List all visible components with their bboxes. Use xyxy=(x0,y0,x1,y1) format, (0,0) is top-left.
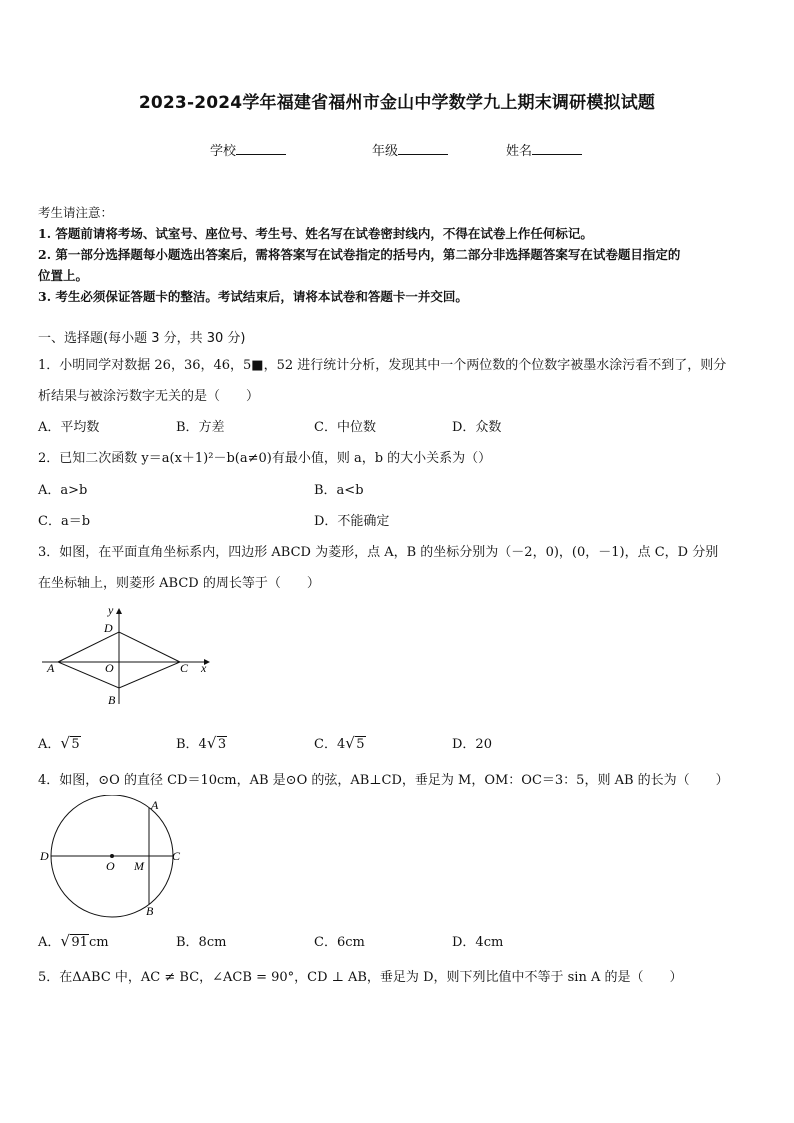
label-y: y xyxy=(108,603,114,617)
q2-option-c: C．a＝b xyxy=(38,514,91,529)
q3-stem: 3．如图，在平面直角坐标系内，四边形 ABCD 为菱形，点 A，B 的坐标分别为（－2，0)，(0，－1)，点 C，D 分别 xyxy=(38,545,719,560)
q3-option-b: B．4 √ 3 xyxy=(176,734,227,752)
school-blank xyxy=(236,142,286,155)
q3-rhombus-figure xyxy=(38,600,218,712)
name-label: 姓名 xyxy=(506,144,533,159)
q3-option-a: A． √ 5 xyxy=(38,734,80,752)
y-axis-arrow xyxy=(116,608,122,614)
q5-stem: 5．在ΔABC 中，AC ≠ BC，∠ACB = 90°，CD ⊥ AB，垂足为 D，则下列比值中不等于 sin A 的是（ ） xyxy=(38,970,683,985)
grade-field xyxy=(372,140,448,159)
q2-option-b: B．a<b xyxy=(314,483,364,498)
label-c: C xyxy=(172,849,181,863)
q2-option-d: D．不能确定 xyxy=(314,514,390,529)
sqrt-symbol: √ 5 xyxy=(345,734,365,752)
sqrt-symbol: √ 5 xyxy=(60,734,80,752)
q3-stem-cont: 在坐标轴上，则菱形 ABCD 的周长等于（ ） xyxy=(38,576,320,591)
q4-circle-figure xyxy=(38,795,198,919)
label-x: x xyxy=(201,661,207,675)
label-o: O xyxy=(105,661,114,675)
sqrt-symbol: √ 3 xyxy=(206,734,227,752)
q3-option-d: D．20 xyxy=(452,737,492,752)
q4-option-c: C．6cm xyxy=(314,935,365,950)
notice-item-3: 3. 考生必须保证答题卡的整洁。考试结束后，请将本试卷和答题卡一并交回。 xyxy=(38,289,468,304)
label-b: B xyxy=(146,904,154,918)
school-field xyxy=(210,140,286,159)
label-d: D xyxy=(104,621,113,635)
label-d: D xyxy=(40,849,49,863)
name-blank xyxy=(532,142,582,155)
q1-stem: 1．小明同学对数据 26，36，46，5■，52 进行统计分析，发现其中一个两位数的个位数字被墨水涂污看不到了，则分 xyxy=(38,358,727,373)
page-title: 2023-2024学年福建省福州市金山中学数学九上期末调研模拟试题 xyxy=(138,93,656,113)
center-dot xyxy=(110,854,114,858)
section-heading: 一、选择题(每小题 3 分，共 30 分) xyxy=(38,331,246,346)
notice-item-1: 1. 答题前请将考场、试室号、座位号、考生号、姓名写在试卷密封线内，不得在试卷上作任何标记。 xyxy=(38,226,593,241)
label-a: A xyxy=(151,798,159,812)
q1-option-a: A．平均数 xyxy=(38,420,100,435)
q1-option-c: C．中位数 xyxy=(314,420,376,435)
notice-heading: 考生请注意： xyxy=(38,205,114,220)
school-label: 学校 xyxy=(210,144,237,159)
q2-option-a: A．a>b xyxy=(38,483,88,498)
label-o: O xyxy=(106,859,115,873)
label-b: B xyxy=(108,693,116,707)
q4-option-a: A． √ 91cm xyxy=(38,932,109,950)
q1-stem-cont: 析结果与被涂污数字无关的是（ ） xyxy=(38,389,260,404)
q1-option-d: D．众数 xyxy=(452,420,502,435)
label-m: M xyxy=(134,859,144,873)
name-field xyxy=(506,140,582,159)
q3-option-c: C．4 √ 5 xyxy=(314,734,365,752)
label-a: A xyxy=(47,661,55,675)
q4-option-d: D．4cm xyxy=(452,935,504,950)
notice-item-2: 2. 第一部分选择题每小题选出答案后，需将答案写在试卷指定的括号内，第二部分非选择题答案写在试卷题目指定的 xyxy=(38,247,681,262)
q1-option-b: B．方差 xyxy=(176,420,225,435)
grade-label: 年级 xyxy=(372,144,399,159)
label-c: C xyxy=(180,661,189,675)
sqrt-symbol: √ 91 xyxy=(60,932,88,950)
grade-blank xyxy=(398,142,448,155)
q4-option-b: B．8cm xyxy=(176,935,227,950)
notice-item-2-cont: 位置上。 xyxy=(38,268,89,283)
q2-stem: 2．已知二次函数 y＝a(x＋1)²－b(a≠0)有最小值，则 a，b 的大小关系为（） xyxy=(38,451,492,466)
q4-stem: 4．如图，⊙O 的直径 CD＝10cm，AB 是⊙O 的弦，AB⊥CD，垂足为 M，OM：OC＝3：5，则 AB 的长为（ ） xyxy=(38,773,729,788)
